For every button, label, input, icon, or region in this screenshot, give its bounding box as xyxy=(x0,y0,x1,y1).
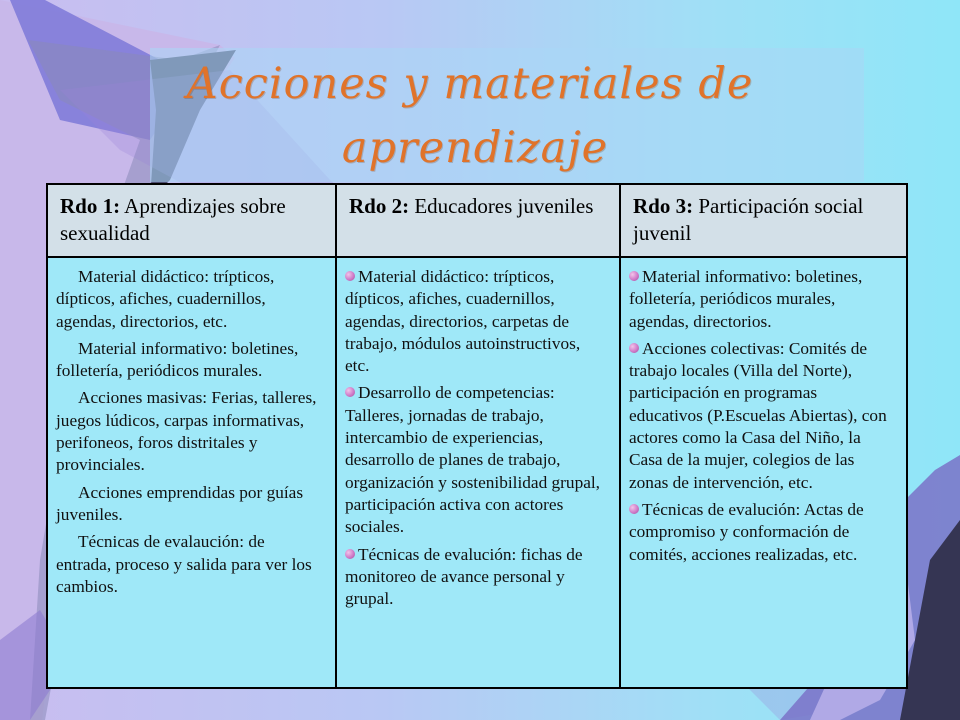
header-rdo-1 xyxy=(47,184,336,257)
list-item-text: Técnicas de evalución: Actas de compromiso y conformación de comités, acciones realizadas, etc. xyxy=(629,499,864,564)
header-rdo-3-label: Rdo 3: xyxy=(633,194,694,218)
list-item xyxy=(629,499,894,566)
list-item-text: Material didáctico: trípticos, dípticos, afiches, cuadernillos, agendas, directorios, carpetas de trabajo, módulos autoinstructivos, etc. xyxy=(345,267,581,376)
cell-rdo-3 xyxy=(620,257,907,688)
header-rdo-2-label: Rdo 2: xyxy=(349,194,410,218)
header-rdo-1-label: Rdo 1: xyxy=(60,194,121,218)
bullet-dot-icon xyxy=(629,271,639,281)
list-item: Acciones emprendidas por guías juveniles. xyxy=(56,482,304,524)
header-rdo-3 xyxy=(620,184,907,257)
bullet-dot-icon xyxy=(345,387,355,397)
list-item-text: Desarrollo de competencias: Talleres, jornadas de trabajo, intercambio de experiencias, desarrollo de planes de trabajo, organización y sostenibilidad grupal, participación activa con actores sociales. xyxy=(345,383,600,537)
list-item-text: Técnicas de evalución: fichas de monitoreo de avance personal y grupal. xyxy=(345,544,583,609)
list-item xyxy=(629,338,894,494)
header-rdo-3-text: Participación social juvenil xyxy=(633,194,864,245)
header-rdo-1-text: Aprendizajes sobre sexualidad xyxy=(60,194,286,245)
list-item: Acciones masivas: Ferias, talleres, juegos lúdicos, carpas informativas, perifoneos, foros distritales y provinciales. xyxy=(56,388,317,475)
list-item-text: Acciones colectivas: Comités de trabajo locales (Villa del Norte), participación en programas educativos (P.Escuelas Abiertas), con actores como la Casa del Niño, la Casa de la mujer, colegios de las zonas de intervención, etc. xyxy=(629,338,887,492)
list-item xyxy=(345,266,607,377)
slide-title-line-2: aprendizaje xyxy=(341,123,609,173)
list-item: Material informativo: boletines, folletería, periódicos murales. xyxy=(56,338,299,381)
table-body-row xyxy=(47,257,907,688)
cell-rdo-1 xyxy=(47,257,336,688)
list-item xyxy=(629,266,894,333)
list-item xyxy=(345,544,607,611)
list-item-text: Material informativo: boletines, folletería, periódicos murales, agendas, directorios. xyxy=(629,267,863,331)
list-item: Técnicas de evalaución: de entrada, proceso y salida para ver los cambios. xyxy=(56,532,312,596)
bullet-dot-icon xyxy=(345,549,355,559)
table-header-row xyxy=(47,184,907,257)
list-item: Material didáctico: trípticos, dípticos, afiches, cuadernillos, agendas, directorios, etc. xyxy=(56,267,275,331)
bullet-dot-icon xyxy=(345,271,355,281)
slide-title xyxy=(150,52,790,180)
bullet-dot-icon xyxy=(629,504,639,514)
slide-title-line-1: Acciones y materiales de xyxy=(186,59,754,109)
results-table xyxy=(46,183,908,689)
header-rdo-2 xyxy=(336,184,620,257)
list-item xyxy=(345,382,607,538)
cell-rdo-2 xyxy=(336,257,620,688)
bullet-dot-icon xyxy=(629,343,639,353)
header-rdo-2-text: Educadores juveniles xyxy=(409,194,594,218)
